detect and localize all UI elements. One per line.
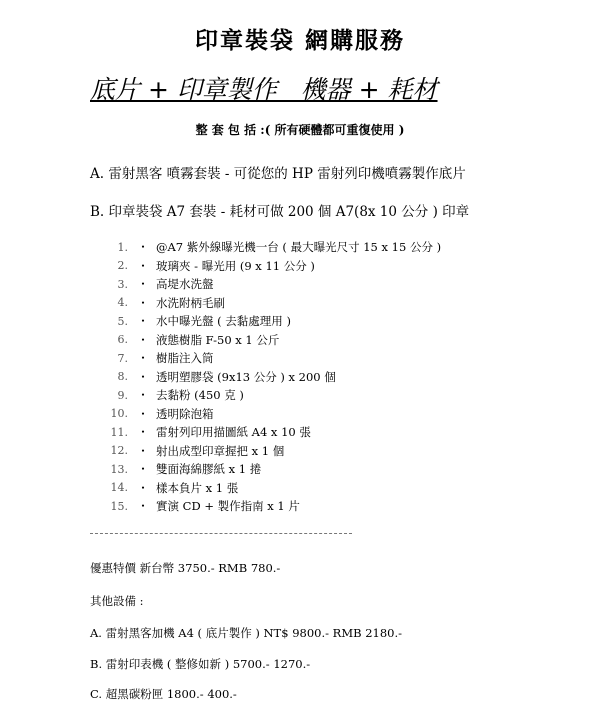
dashed-divider	[90, 533, 352, 534]
list-item	[106, 497, 441, 516]
list-item	[106, 423, 441, 442]
bullet-icon: ・	[137, 480, 149, 495]
item-number: 11.	[110, 425, 128, 439]
bullet-icon: ・	[137, 258, 149, 273]
item-text: 透明塑膠袋 (9x13 公分 ) x 200 個	[156, 369, 336, 384]
list-item	[106, 294, 441, 313]
item-text: 雙面海綿膠紙 x 1 捲	[156, 462, 262, 477]
item-text: 液態樹脂 F-50 x 1 公斤	[156, 332, 280, 347]
list-item	[106, 331, 441, 350]
bullet-icon: ・	[137, 332, 149, 347]
package-note: 整 套 包 括 :( 所有硬體都可重復使用 )	[195, 123, 405, 137]
equipment-item-c: C. 超黑碳粉匣 1800.- 400.-	[90, 687, 237, 701]
page-subtitle: 底片 + 印章製作 機器 + 耗材	[90, 75, 438, 104]
item-text: 水中曝光盤 ( 去黏處理用 )	[156, 314, 291, 329]
list-item	[106, 257, 441, 276]
equipment-item-a: A. 雷射黑客加機 A4 ( 底片製作 ) NT$ 9800.- RMB 2180.-	[90, 626, 403, 640]
list-item	[106, 405, 441, 424]
bullet-icon: ・	[137, 406, 149, 421]
item-text: 去黏粉 (450 克 )	[156, 388, 244, 403]
other-equipment-heading: 其他設備 :	[90, 594, 144, 608]
item-text: 高堤水洗盤	[156, 277, 214, 292]
bullet-icon: ・	[137, 462, 149, 477]
item-number: 12.	[110, 444, 128, 458]
item-number: 1.	[117, 240, 128, 254]
list-item	[106, 349, 441, 368]
item-number: 10.	[110, 407, 128, 421]
bullet-icon: ・	[137, 295, 149, 310]
item-text: 射出成型印章握把 x 1 個	[156, 443, 285, 458]
item-number: 2.	[117, 259, 128, 273]
list-item	[106, 460, 441, 479]
item-number: 8.	[117, 370, 128, 384]
item-number: 3.	[117, 277, 128, 291]
item-text: 玻璃夾 - 曝光用 (9 x 11 公分 )	[156, 258, 315, 273]
page-title: 印章裝袋 網購服務	[194, 27, 405, 54]
bullet-icon: ・	[137, 499, 149, 514]
item-number: 9.	[117, 388, 128, 402]
list-item	[106, 275, 441, 294]
equipment-item-b: B. 雷射印表機 ( 整修如新 ) 5700.- 1270.-	[90, 657, 311, 671]
item-text: 實演 CD + 製作指南 x 1 片	[156, 499, 300, 514]
list-item	[106, 238, 441, 257]
item-text: 透明除泡箱	[156, 406, 214, 421]
item-number: 15.	[110, 499, 128, 513]
item-number: 7.	[117, 351, 128, 365]
bullet-icon: ・	[137, 388, 149, 403]
package-b-description: B. 印章裝袋 A7 套裝 - 耗材可做 200 個 A7(8x 10 公分 ) 印章	[90, 204, 470, 220]
list-item	[106, 312, 441, 331]
package-items-list	[106, 238, 441, 516]
bullet-icon: ・	[137, 425, 149, 440]
list-item	[106, 442, 441, 461]
item-text: 水洗附柄毛刷	[156, 295, 225, 310]
bullet-icon: ・	[137, 277, 149, 292]
list-item	[106, 479, 441, 498]
list-item	[106, 386, 441, 405]
item-text: 樣本負片 x 1 張	[156, 480, 239, 495]
item-text: @A7 紫外線曝光機一台 ( 最大曝光尺寸 15 x 15 公分 )	[156, 240, 442, 255]
bullet-icon: ・	[137, 351, 149, 366]
item-text: 樹脂注入筒	[156, 351, 214, 366]
bullet-icon: ・	[137, 369, 149, 384]
item-number: 13.	[110, 462, 128, 476]
list-item	[106, 368, 441, 387]
item-number: 6.	[117, 333, 128, 347]
item-text: 雷射列印用描圖紙 A4 x 10 張	[156, 425, 311, 440]
item-number: 4.	[117, 296, 128, 310]
bullet-icon: ・	[137, 443, 149, 458]
special-price: 優惠特價 新台幣 3750.- RMB 780.-	[90, 561, 281, 575]
package-a-description: A. 雷射黑客 噴霧套裝 - 可從您的 HP 雷射列印機噴霧製作底片	[90, 166, 466, 182]
item-number: 5.	[117, 314, 128, 328]
bullet-icon: ・	[137, 314, 149, 329]
item-number: 14.	[110, 481, 128, 495]
bullet-icon: ・	[137, 240, 149, 255]
